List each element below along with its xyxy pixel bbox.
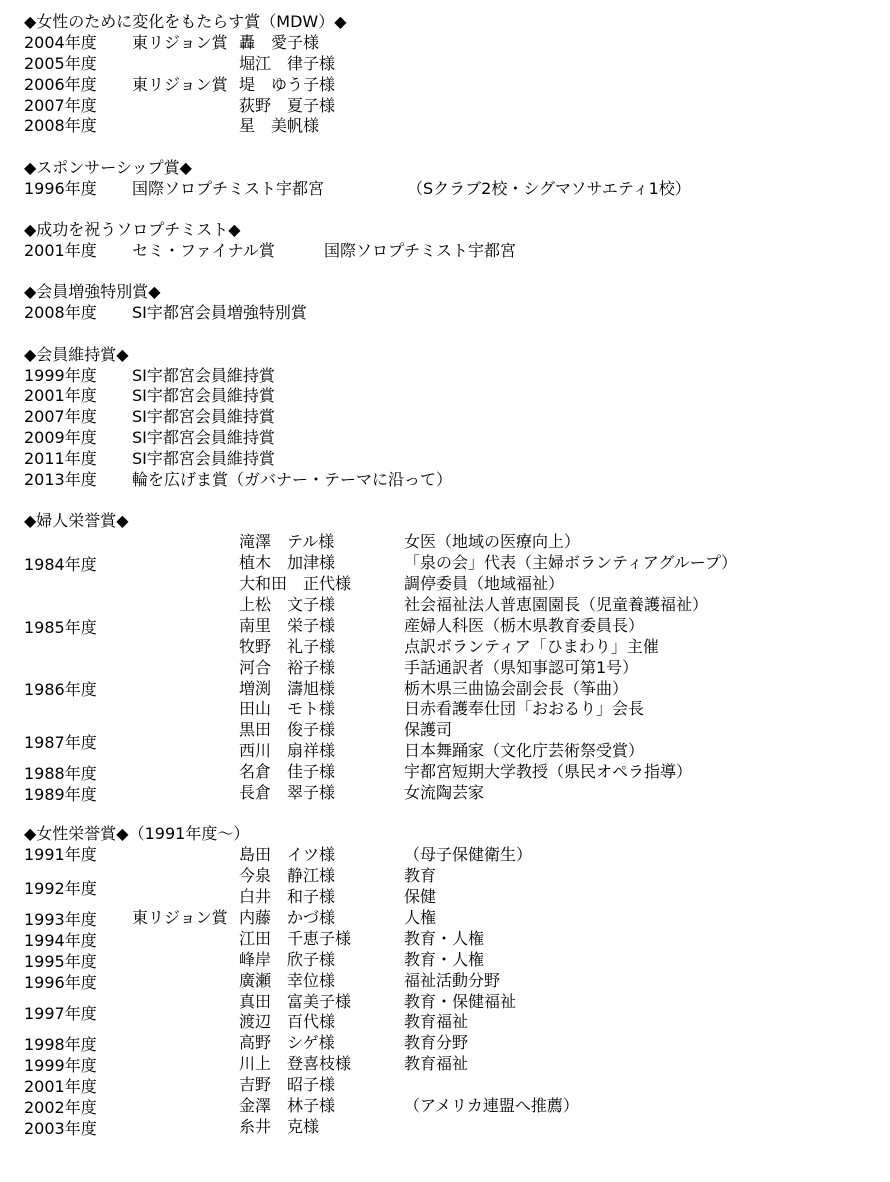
list-item — [24, 699, 884, 720]
award-year: 2008年度 — [24, 303, 97, 323]
award-year: 1989年度 — [24, 784, 97, 804]
recipient-name: 黒田 俊子様 — [239, 720, 336, 740]
award-year: 1984年度 — [24, 555, 97, 575]
recipient-description: 教育福祉 — [404, 1012, 469, 1032]
section-josei-honor — [24, 824, 884, 1137]
list-item — [24, 303, 884, 324]
region-award: 東リジョン賞 — [132, 74, 228, 94]
recipient-description: 産婦人科医（栃木県教育委員長） — [404, 615, 645, 635]
award-year: 1999年度 — [24, 365, 97, 385]
list-item — [24, 616, 884, 637]
award-year: 2013年度 — [24, 470, 97, 490]
recipient-description: （アメリカ連盟へ推薦） — [404, 1095, 579, 1115]
award-year: 2002年度 — [24, 1097, 97, 1117]
list-item — [24, 908, 884, 929]
list-item — [24, 428, 884, 449]
recipient-description: 日赤看護奉仕団「おおるり」会長 — [404, 699, 645, 719]
list-item — [24, 574, 884, 595]
award-year: 2009年度 — [24, 428, 97, 448]
list-item — [24, 720, 884, 741]
recipient-description: 教育 — [404, 866, 437, 886]
list-item — [24, 741, 884, 762]
recipient-description: 保護司 — [404, 720, 453, 740]
recipient-description: 日本舞踊家（文化庁芸術祭受賞） — [404, 741, 645, 761]
year-group — [24, 762, 884, 783]
recipient-description: （母子保健衛生） — [404, 845, 533, 865]
year-group — [24, 1033, 884, 1054]
section-member-retention — [24, 345, 884, 491]
list-item — [24, 595, 884, 616]
recipient-name: 金澤 林子様 — [239, 1095, 336, 1115]
award-year: 2001年度 — [24, 1077, 97, 1097]
award-year: 1996年度 — [24, 972, 97, 992]
year-group — [24, 1096, 884, 1117]
list-item — [24, 679, 884, 700]
list-item — [24, 241, 884, 262]
award-year: 2001年度 — [24, 241, 97, 261]
recipient-description: 調停委員（地域福祉） — [404, 574, 565, 594]
list-item — [24, 971, 884, 992]
list-item — [24, 1117, 884, 1138]
year-group — [24, 532, 884, 595]
list-item — [24, 783, 884, 804]
award-year: 1993年度 — [24, 909, 97, 929]
list-item — [24, 762, 884, 783]
award-year: 1999年度 — [24, 1056, 97, 1076]
list-item — [24, 1096, 884, 1117]
recipient-name: 長倉 翠子様 — [239, 783, 336, 802]
list-item — [24, 845, 884, 866]
recipient-description: 教育・人権 — [404, 949, 485, 969]
region-award: 東リジョン賞 — [132, 907, 228, 927]
recipient-name: 轟 愛子様 — [239, 32, 320, 52]
award-year: 1988年度 — [24, 764, 97, 784]
section-heading: ◆会員増強特別賞◆ — [24, 282, 161, 302]
list-item — [24, 866, 884, 887]
award-year: 1986年度 — [24, 680, 97, 700]
year-group — [24, 929, 884, 950]
year-group — [24, 992, 884, 1034]
year-group — [24, 783, 884, 804]
recipient-name: 吉野 昭子様 — [239, 1075, 336, 1095]
list-item — [24, 887, 884, 908]
award-title: セミ・ファイナル賞 — [132, 241, 275, 261]
award-title: SI宇都宮会員維持賞 — [132, 365, 275, 385]
list-item — [24, 553, 884, 574]
list-item — [24, 96, 884, 117]
year-group — [24, 1117, 884, 1138]
recipient-description: 宇都宮短期大学教授（県民オペラ指導） — [404, 762, 693, 782]
award-year: 1991年度 — [24, 845, 97, 865]
list-item — [24, 179, 884, 200]
recipient-description: 点訳ボランティア「ひまわり」主催 — [404, 636, 659, 656]
award-recipient: 国際ソロプチミスト宇都宮 — [132, 178, 325, 198]
award-year: 1996年度 — [24, 178, 97, 198]
award-history-document — [24, 12, 884, 1158]
recipient-description: 教育福祉 — [404, 1054, 469, 1074]
recipient-name: 真田 富美子様 — [239, 991, 352, 1011]
award-year: 2003年度 — [24, 1118, 97, 1138]
recipient-description: 教育・人権 — [404, 928, 485, 948]
award-title: 輪を広げま賞（ガバナー・テーマに沿って） — [132, 470, 453, 490]
recipient-name: 高野 シゲ様 — [239, 1033, 335, 1053]
recipient-name: 名倉 佳子様 — [239, 762, 336, 782]
recipient-description: 教育・保健福祉 — [404, 991, 517, 1011]
list-item — [24, 532, 884, 553]
year-group — [24, 971, 884, 992]
year-group — [24, 658, 884, 721]
recipient-name: 大和田 正代様 — [239, 574, 352, 594]
award-year: 2007年度 — [24, 95, 97, 115]
award-year: 1998年度 — [24, 1035, 97, 1055]
recipient-name: 南里 栄子様 — [239, 615, 336, 635]
recipient-description: 人権 — [404, 907, 437, 927]
award-year: 1992年度 — [24, 878, 97, 898]
section-heading: ◆スポンサーシップ賞◆ — [24, 157, 192, 177]
recipient-description: 保健 — [404, 887, 437, 907]
award-note: （Sクラブ2校・シグマソサエティ1校） — [407, 178, 691, 198]
recipient-name: 堤 ゆう子様 — [239, 74, 336, 94]
recipient-name: 島田 イツ様 — [239, 845, 336, 865]
recipient-name: 植木 加津様 — [239, 553, 336, 573]
award-title: SI宇都宮会員増強特別賞 — [132, 303, 307, 323]
recipient-name: 田山 モト様 — [239, 699, 336, 719]
recipient-name: 滝澤 テル様 — [239, 532, 335, 552]
section-heading: ◆成功を祝うソロプチミスト◆ — [24, 220, 241, 240]
recipient-name: 川上 登喜枝様 — [239, 1054, 352, 1074]
recipient-description: 女流陶芸家 — [404, 783, 485, 802]
award-year: 1987年度 — [24, 732, 97, 752]
section-heading: ◆婦人栄誉賞◆ — [24, 511, 129, 531]
award-recipient: 国際ソロプチミスト宇都宮 — [324, 241, 517, 261]
recipient-description: 福祉活動分野 — [404, 970, 501, 990]
award-title: SI宇都宮会員維持賞 — [132, 386, 275, 406]
list-item — [24, 386, 884, 407]
award-year: 2006年度 — [24, 74, 97, 94]
list-item — [24, 116, 884, 137]
recipient-name: 渡辺 百代様 — [239, 1012, 336, 1032]
list-item — [24, 449, 884, 470]
list-item — [24, 1012, 884, 1033]
recipient-description: 手話通訳者（県知事認可第1号） — [404, 657, 639, 677]
list-item — [24, 1054, 884, 1075]
recipient-description: 栃木県三曲協会副会長（筝曲） — [404, 678, 629, 698]
recipient-name: 堀江 律子様 — [239, 53, 336, 73]
section-success — [24, 220, 884, 262]
year-group — [24, 1075, 884, 1096]
year-group — [24, 595, 884, 658]
recipient-name: 白井 和子様 — [239, 887, 336, 907]
recipient-description: 社会福祉法人普恵園園長（児童養護福祉） — [404, 594, 709, 614]
award-title: SI宇都宮会員維持賞 — [132, 449, 275, 469]
award-year: 2007年度 — [24, 407, 97, 427]
list-item — [24, 33, 884, 54]
year-group — [24, 866, 884, 908]
list-item — [24, 637, 884, 658]
recipient-name: 上松 文子様 — [239, 594, 336, 614]
award-year: 1985年度 — [24, 617, 97, 637]
section-heading: ◆会員維持賞◆ — [24, 344, 129, 364]
award-year: 1994年度 — [24, 930, 97, 950]
list-item — [24, 1033, 884, 1054]
recipient-name: 廣瀬 幸位様 — [239, 970, 336, 990]
list-item — [24, 929, 884, 950]
recipient-name: 星 美帆様 — [239, 116, 320, 136]
award-title: SI宇都宮会員維持賞 — [132, 407, 275, 427]
year-group — [24, 1054, 884, 1075]
year-group — [24, 950, 884, 971]
recipient-name: 糸井 克様 — [239, 1116, 320, 1136]
recipient-name: 内藤 かづ様 — [239, 907, 336, 927]
recipient-name: 牧野 礼子様 — [239, 636, 336, 656]
list-item — [24, 366, 884, 387]
list-item — [24, 1075, 884, 1096]
award-year: 1997年度 — [24, 1003, 97, 1023]
recipient-description: 女医（地域の医療向上） — [404, 532, 581, 552]
section-sponsorship — [24, 158, 884, 200]
award-title: SI宇都宮会員維持賞 — [132, 428, 275, 448]
award-year: 1995年度 — [24, 951, 97, 971]
recipient-description: 教育分野 — [404, 1033, 469, 1053]
list-item — [24, 54, 884, 75]
section-fujin-honor — [24, 511, 884, 803]
year-group — [24, 720, 884, 762]
list-item — [24, 992, 884, 1013]
region-award: 東リジョン賞 — [132, 32, 228, 52]
list-item — [24, 470, 884, 491]
award-year: 2004年度 — [24, 32, 97, 52]
recipient-name: 西川 扇祥様 — [239, 741, 336, 761]
section-heading: ◆女性のために変化をもたらす賞（MDW）◆ — [24, 12, 347, 31]
recipient-name: 峰岸 欣子様 — [239, 949, 336, 969]
section-mdw — [24, 12, 884, 137]
section-heading: ◆女性栄誉賞◆（1991年度～） — [24, 824, 250, 844]
list-item — [24, 75, 884, 96]
list-item — [24, 407, 884, 428]
recipient-name: 荻野 夏子様 — [239, 95, 336, 115]
award-year: 2008年度 — [24, 116, 97, 136]
list-item — [24, 658, 884, 679]
recipient-description: 「泉の会」代表（主婦ボランティアグループ） — [404, 553, 738, 573]
section-member-increase — [24, 282, 884, 324]
recipient-name: 今泉 静江様 — [239, 866, 336, 886]
award-year: 2011年度 — [24, 449, 97, 469]
award-year: 2001年度 — [24, 386, 97, 406]
recipient-name: 増渕 濤旭様 — [239, 678, 336, 698]
year-group — [24, 845, 884, 866]
recipient-name: 江田 千恵子様 — [239, 928, 352, 948]
year-group — [24, 908, 884, 929]
recipient-name: 河合 裕子様 — [239, 657, 336, 677]
award-year: 2005年度 — [24, 53, 97, 73]
list-item — [24, 950, 884, 971]
